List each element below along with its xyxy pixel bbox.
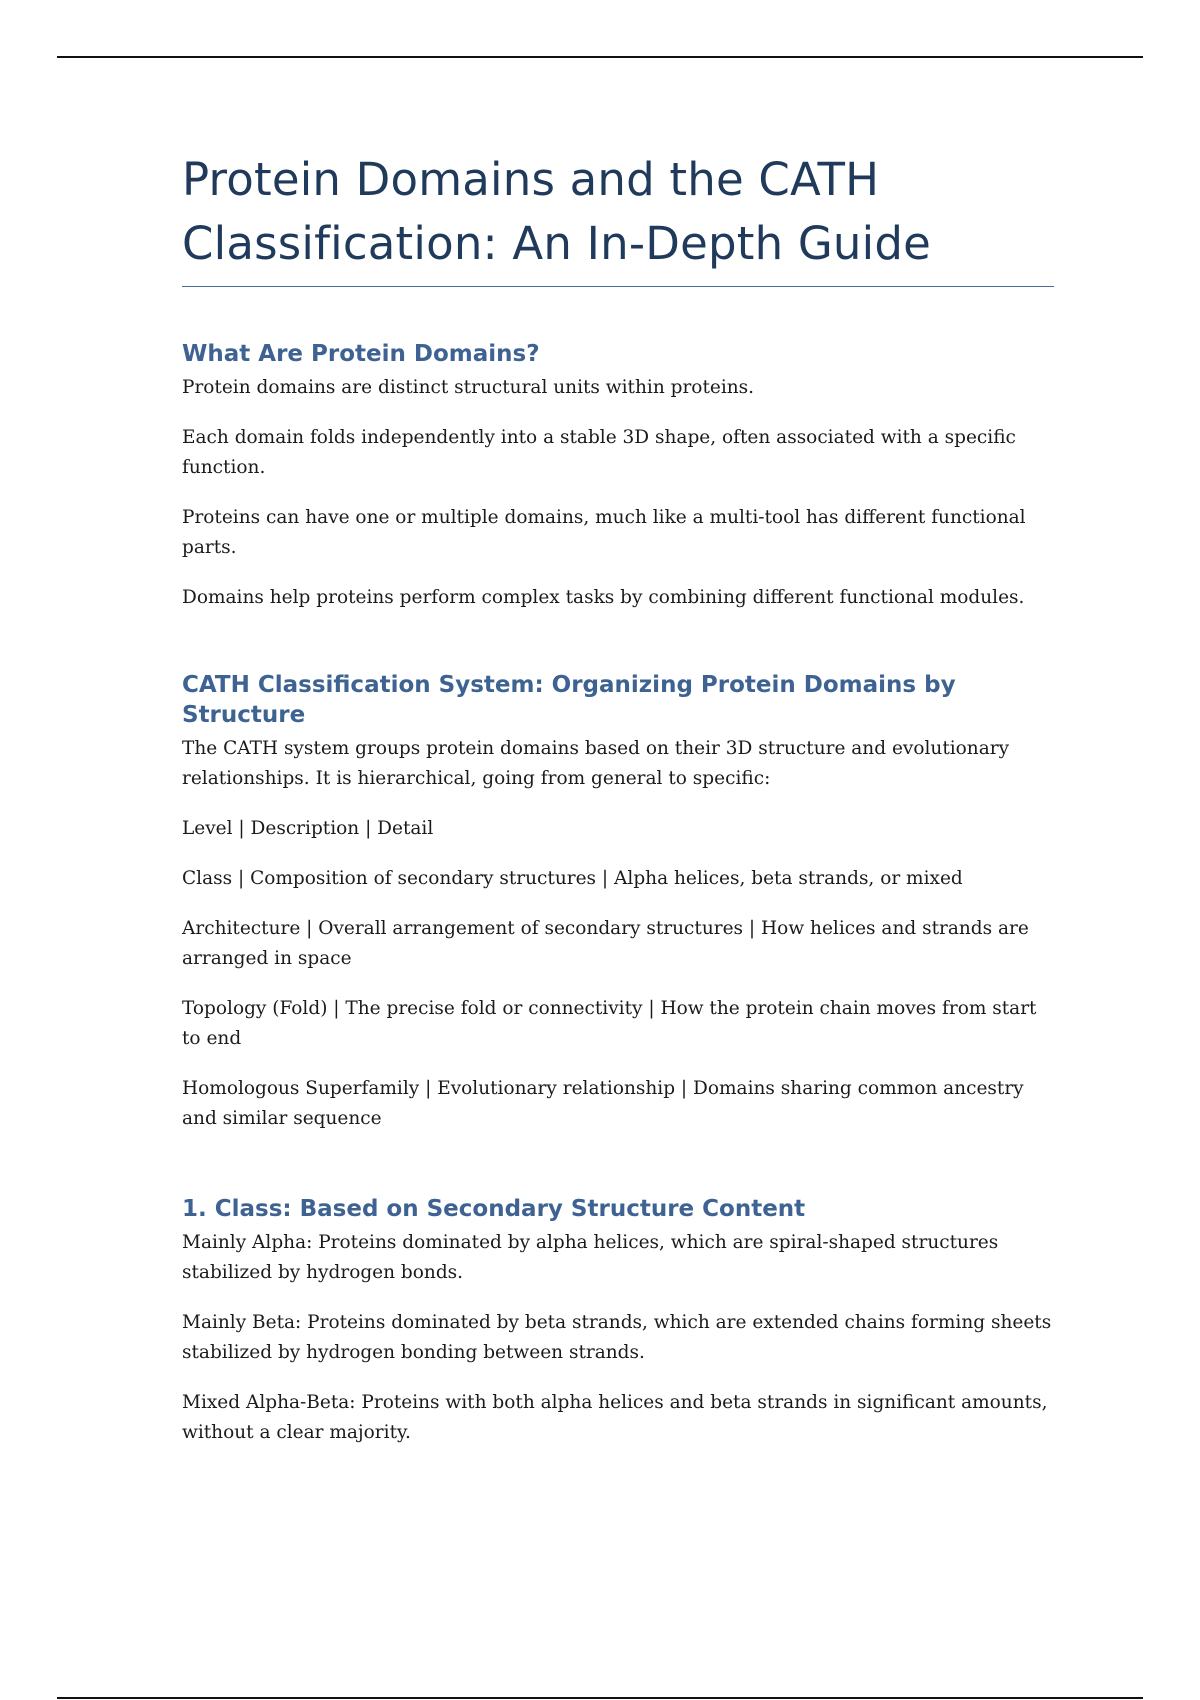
table-row: Homologous Superfamily | Evolutionary relationship | Domains sharing common ancestry and similar sequence bbox=[182, 1078, 1024, 1129]
paragraph: Mainly Alpha: Proteins dominated by alpha helices, which are spiral-shaped structures stabilized by hydrogen bonds. bbox=[182, 1232, 999, 1283]
paragraph: Domains help proteins perform complex tasks by combining different functional modules. bbox=[182, 587, 1025, 608]
paragraph: The CATH system groups protein domains based on their 3D structure and evolutionary relationships. It is hierarchical, going from general to specific: bbox=[182, 738, 1010, 789]
section-what-are-protein-domains bbox=[182, 339, 1054, 613]
section-heading: 1. Class: Based on Secondary Structure Content bbox=[182, 1196, 806, 1222]
table-row: Class | Composition of secondary structures | Alpha helices, beta strands, or mixed bbox=[182, 868, 963, 889]
page-top-rule bbox=[57, 56, 1143, 58]
document-title: Protein Domains and the CATH Classification: An In-Depth Guide bbox=[182, 148, 1054, 287]
section-cath-classification-system bbox=[182, 670, 1054, 1134]
table-row: Topology (Fold) | The precise fold or connectivity | How the protein chain moves from start to end bbox=[182, 998, 1037, 1049]
paragraph: Each domain folds independently into a stable 3D shape, often associated with a specific function. bbox=[182, 427, 1016, 478]
page-bottom-rule bbox=[57, 1697, 1143, 1699]
paragraph: Mixed Alpha-Beta: Proteins with both alpha helices and beta strands in significant amounts, without a clear majority. bbox=[182, 1392, 1048, 1443]
section-heading: CATH Classification System: Organizing Protein Domains by Structure bbox=[182, 672, 956, 728]
paragraph: Mainly Beta: Proteins dominated by beta strands, which are extended chains forming sheets stabilized by hydrogen bonding between strands. bbox=[182, 1312, 1052, 1363]
paragraph: Protein domains are distinct structural units within proteins. bbox=[182, 377, 755, 398]
paragraph: Proteins can have one or multiple domains, much like a multi-tool has different functional parts. bbox=[182, 507, 1026, 558]
table-row: Architecture | Overall arrangement of secondary structures | How helices and strands are arranged in space bbox=[182, 918, 1029, 969]
document-body bbox=[182, 148, 1054, 1448]
section-heading: What Are Protein Domains? bbox=[182, 341, 540, 367]
section-class-secondary-structure bbox=[182, 1194, 1054, 1448]
table-row-header: Level | Description | Detail bbox=[182, 818, 434, 839]
